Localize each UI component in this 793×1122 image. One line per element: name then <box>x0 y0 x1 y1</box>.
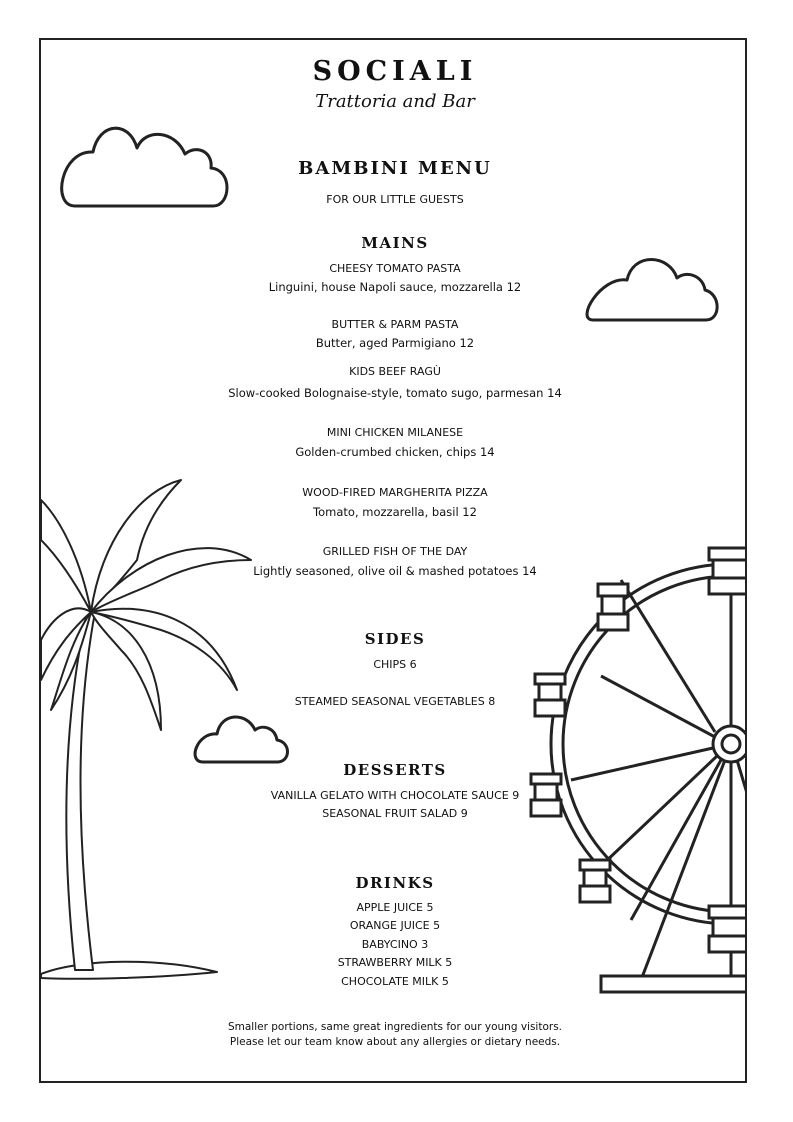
main-item-name: BUTTER & PARM PASTA <box>331 318 459 331</box>
main-item-desc: Butter, aged Parmigiano 12 <box>315 336 475 350</box>
dessert-item: SEASONAL FRUIT SALAD 9 <box>322 807 468 820</box>
main-item-name: KIDS BEEF RAGÙ <box>349 365 441 378</box>
drinks-heading: DRINKS <box>355 874 435 892</box>
main-item-desc: Golden-crumbed chicken, chips 14 <box>295 445 495 459</box>
dessert-item: VANILLA GELATO WITH CHOCOLATE SAUCE 9 <box>270 789 520 802</box>
side-item: CHIPS 6 <box>373 658 417 671</box>
gondola-icon <box>598 584 628 630</box>
drink-item: APPLE JUICE 5 <box>356 901 434 914</box>
main-item-desc: Slow-cooked Bolognaise-style, tomato sugo, parmesan 14 <box>228 386 562 400</box>
drink-item: CHOCOLATE MILK 5 <box>341 975 449 988</box>
drink-item: STRAWBERRY MILK 5 <box>337 956 453 969</box>
sides-heading: SIDES <box>364 630 426 648</box>
brand-name: SOCIALI <box>312 56 478 87</box>
main-item-desc: Tomato, mozzarella, basil 12 <box>313 505 477 519</box>
drink-item: BABYCINO 3 <box>361 938 429 951</box>
main-item-name: MINI CHICKEN MILANESE <box>326 426 464 439</box>
main-item-name: GRILLED FISH OF THE DAY <box>322 545 468 558</box>
menu-page <box>39 38 747 1083</box>
menu-title: BAMBINI MENU <box>298 158 492 179</box>
main-item-name: CHEESY TOMATO PASTA <box>329 262 461 275</box>
main-item-desc: Linguini, house Napoli sauce, mozzarella 12 <box>268 280 522 294</box>
footer-note-2: Please let our team know about any allergies or dietary needs. <box>229 1036 561 1048</box>
main-item-desc: Lightly seasoned, olive oil & mashed potatoes 14 <box>253 564 537 578</box>
footer-note-1: Smaller portions, same great ingredients for our young visitors. <box>227 1021 563 1033</box>
desserts-heading: DESSERTS <box>343 761 447 779</box>
main-item-name: WOOD-FIRED MARGHERITA PIZZA <box>302 486 488 499</box>
menu-subtitle: FOR OUR LITTLE GUESTS <box>326 193 464 206</box>
drink-item: ORANGE JUICE 5 <box>349 919 441 932</box>
mains-heading: MAINS <box>361 234 429 252</box>
brand-tagline: Trattoria and Bar <box>315 91 475 112</box>
cloud-icon <box>195 717 287 762</box>
side-item: STEAMED SEASONAL VEGETABLES 8 <box>294 695 496 708</box>
